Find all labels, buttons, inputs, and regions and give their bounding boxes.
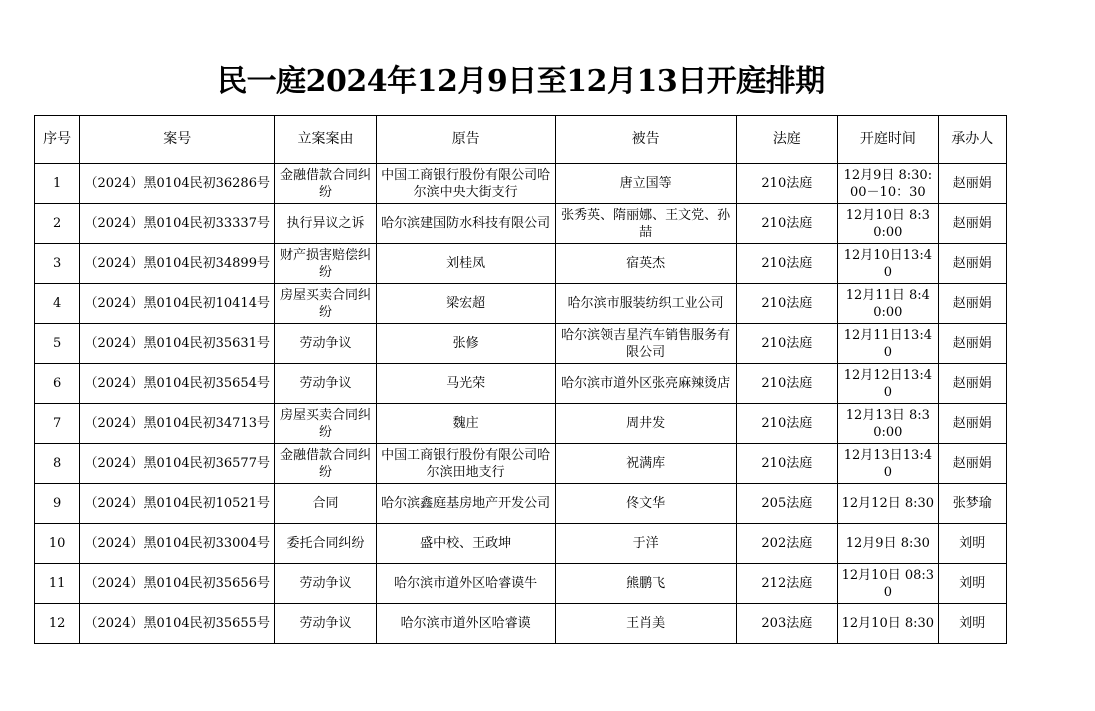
header-plaintiff: 原告 xyxy=(376,116,555,164)
cell-defendant: 王肖美 xyxy=(555,604,736,644)
cell-cause: 劳动争议 xyxy=(275,324,377,364)
table-row xyxy=(35,484,1007,524)
cell-defendant: 祝满库 xyxy=(555,444,736,484)
cell-case-number: （2024）黑0104民初35654号 xyxy=(80,364,275,404)
cell-court: 202法庭 xyxy=(736,524,838,564)
page-title: 民一庭2024年12月9日至12月13日开庭排期 xyxy=(217,64,825,99)
cell-court: 210法庭 xyxy=(736,284,838,324)
cell-cause: 委托合同纠纷 xyxy=(275,524,377,564)
cell-seq: 8 xyxy=(35,444,80,484)
cell-judge: 刘明 xyxy=(938,604,1006,644)
cell-case-number: （2024）黑0104民初34899号 xyxy=(80,244,275,284)
cell-plaintiff: 魏庄 xyxy=(376,404,555,444)
cell-case-number: （2024）黑0104民初33004号 xyxy=(80,524,275,564)
table-row xyxy=(35,524,1007,564)
table-row xyxy=(35,284,1007,324)
cell-judge: 刘明 xyxy=(938,564,1006,604)
cell-defendant: 张秀英、隋丽娜、王文党、孙喆 xyxy=(555,204,736,244)
cell-hearing-time: 12月11日 8:40:00 xyxy=(838,284,939,324)
cell-defendant: 宿英杰 xyxy=(555,244,736,284)
cell-plaintiff: 哈尔滨市道外区哈睿谟牛 xyxy=(376,564,555,604)
header-hearing-time: 开庭时间 xyxy=(838,116,939,164)
header-case-number: 案号 xyxy=(80,116,275,164)
cell-judge: 张梦瑜 xyxy=(938,484,1006,524)
cell-court: 210法庭 xyxy=(736,324,838,364)
schedule-table xyxy=(34,115,1007,644)
cell-judge: 赵丽娟 xyxy=(938,404,1006,444)
cell-defendant: 周井发 xyxy=(555,404,736,444)
cell-seq: 11 xyxy=(35,564,80,604)
cell-cause: 合同 xyxy=(275,484,377,524)
table-row xyxy=(35,404,1007,444)
cell-hearing-time: 12月12日13:40 xyxy=(838,364,939,404)
cell-hearing-time: 12月10日 8:30 xyxy=(838,604,939,644)
cell-seq: 7 xyxy=(35,404,80,444)
cell-seq: 9 xyxy=(35,484,80,524)
table-row xyxy=(35,444,1007,484)
cell-cause: 财产损害赔偿纠纷 xyxy=(275,244,377,284)
cell-hearing-time: 12月10日 8:30:00 xyxy=(838,204,939,244)
table-row xyxy=(35,204,1007,244)
cell-judge: 赵丽娟 xyxy=(938,244,1006,284)
cell-defendant: 唐立国等 xyxy=(555,164,736,204)
cell-court: 210法庭 xyxy=(736,404,838,444)
table-row xyxy=(35,244,1007,284)
cell-plaintiff: 梁宏超 xyxy=(376,284,555,324)
header-judge: 承办人 xyxy=(938,116,1006,164)
cell-plaintiff: 张修 xyxy=(376,324,555,364)
cell-seq: 6 xyxy=(35,364,80,404)
cell-plaintiff: 哈尔滨鑫庭基房地产开发公司 xyxy=(376,484,555,524)
cell-plaintiff: 盛中校、王政坤 xyxy=(376,524,555,564)
cell-plaintiff: 中国工商银行股份有限公司哈尔滨中央大街支行 xyxy=(376,164,555,204)
cell-hearing-time: 12月13日13:40 xyxy=(838,444,939,484)
header-seq: 序号 xyxy=(35,116,80,164)
cell-plaintiff: 刘桂凤 xyxy=(376,244,555,284)
cell-defendant: 哈尔滨领吉星汽车销售服务有限公司 xyxy=(555,324,736,364)
cell-court: 210法庭 xyxy=(736,364,838,404)
cell-judge: 刘明 xyxy=(938,524,1006,564)
cell-case-number: （2024）黑0104民初10414号 xyxy=(80,284,275,324)
cell-court: 203法庭 xyxy=(736,604,838,644)
cell-judge: 赵丽娟 xyxy=(938,164,1006,204)
table-row xyxy=(35,324,1007,364)
cell-hearing-time: 12月11日13:40 xyxy=(838,324,939,364)
cell-cause: 金融借款合同纠纷 xyxy=(275,164,377,204)
cell-case-number: （2024）黑0104民初35655号 xyxy=(80,604,275,644)
cell-seq: 1 xyxy=(35,164,80,204)
cell-court: 212法庭 xyxy=(736,564,838,604)
table-row xyxy=(35,604,1007,644)
cell-court: 210法庭 xyxy=(736,164,838,204)
cell-cause: 房屋买卖合同纠纷 xyxy=(275,404,377,444)
cell-hearing-time: 12月10日13:40 xyxy=(838,244,939,284)
cell-seq: 5 xyxy=(35,324,80,364)
cell-defendant: 熊鹏飞 xyxy=(555,564,736,604)
cell-court: 210法庭 xyxy=(736,244,838,284)
cell-court: 210法庭 xyxy=(736,444,838,484)
cell-defendant: 哈尔滨市服装纺织工业公司 xyxy=(555,284,736,324)
cell-cause: 劳动争议 xyxy=(275,604,377,644)
cell-seq: 2 xyxy=(35,204,80,244)
cell-case-number: （2024）黑0104民初36577号 xyxy=(80,444,275,484)
cell-cause: 劳动争议 xyxy=(275,564,377,604)
table-header-row xyxy=(35,116,1007,164)
cell-cause: 房屋买卖合同纠纷 xyxy=(275,284,377,324)
cell-case-number: （2024）黑0104民初34713号 xyxy=(80,404,275,444)
cell-hearing-time: 12月10日 08:30 xyxy=(838,564,939,604)
cell-seq: 10 xyxy=(35,524,80,564)
cell-cause: 执行异议之诉 xyxy=(275,204,377,244)
cell-judge: 赵丽娟 xyxy=(938,284,1006,324)
cell-defendant: 于洋 xyxy=(555,524,736,564)
header-cause: 立案案由 xyxy=(275,116,377,164)
cell-court: 210法庭 xyxy=(736,204,838,244)
cell-judge: 赵丽娟 xyxy=(938,324,1006,364)
table-row xyxy=(35,364,1007,404)
cell-case-number: （2024）黑0104民初10521号 xyxy=(80,484,275,524)
cell-hearing-time: 12月13日 8:30:00 xyxy=(838,404,939,444)
cell-case-number: （2024）黑0104民初35631号 xyxy=(80,324,275,364)
cell-plaintiff: 马光荣 xyxy=(376,364,555,404)
cell-judge: 赵丽娟 xyxy=(938,444,1006,484)
cell-court: 205法庭 xyxy=(736,484,838,524)
cell-defendant: 佟文华 xyxy=(555,484,736,524)
cell-seq: 3 xyxy=(35,244,80,284)
cell-case-number: （2024）黑0104民初35656号 xyxy=(80,564,275,604)
cell-case-number: （2024）黑0104民初33337号 xyxy=(80,204,275,244)
cell-cause: 劳动争议 xyxy=(275,364,377,404)
cell-hearing-time: 12月9日 8:30:00－10：30 xyxy=(838,164,939,204)
table-body xyxy=(35,164,1007,644)
header-defendant: 被告 xyxy=(555,116,736,164)
cell-seq: 12 xyxy=(35,604,80,644)
cell-plaintiff: 哈尔滨建国防水科技有限公司 xyxy=(376,204,555,244)
cell-judge: 赵丽娟 xyxy=(938,364,1006,404)
cell-plaintiff: 中国工商银行股份有限公司哈尔滨田地支行 xyxy=(376,444,555,484)
cell-judge: 赵丽娟 xyxy=(938,204,1006,244)
header-court: 法庭 xyxy=(736,116,838,164)
cell-hearing-time: 12月9日 8:30 xyxy=(838,524,939,564)
cell-hearing-time: 12月12日 8:30 xyxy=(838,484,939,524)
table-row xyxy=(35,564,1007,604)
table-row xyxy=(35,164,1007,204)
cell-defendant: 哈尔滨市道外区张亮麻辣烫店 xyxy=(555,364,736,404)
cell-case-number: （2024）黑0104民初36286号 xyxy=(80,164,275,204)
cell-cause: 金融借款合同纠纷 xyxy=(275,444,377,484)
cell-plaintiff: 哈尔滨市道外区哈睿谟 xyxy=(376,604,555,644)
cell-seq: 4 xyxy=(35,284,80,324)
